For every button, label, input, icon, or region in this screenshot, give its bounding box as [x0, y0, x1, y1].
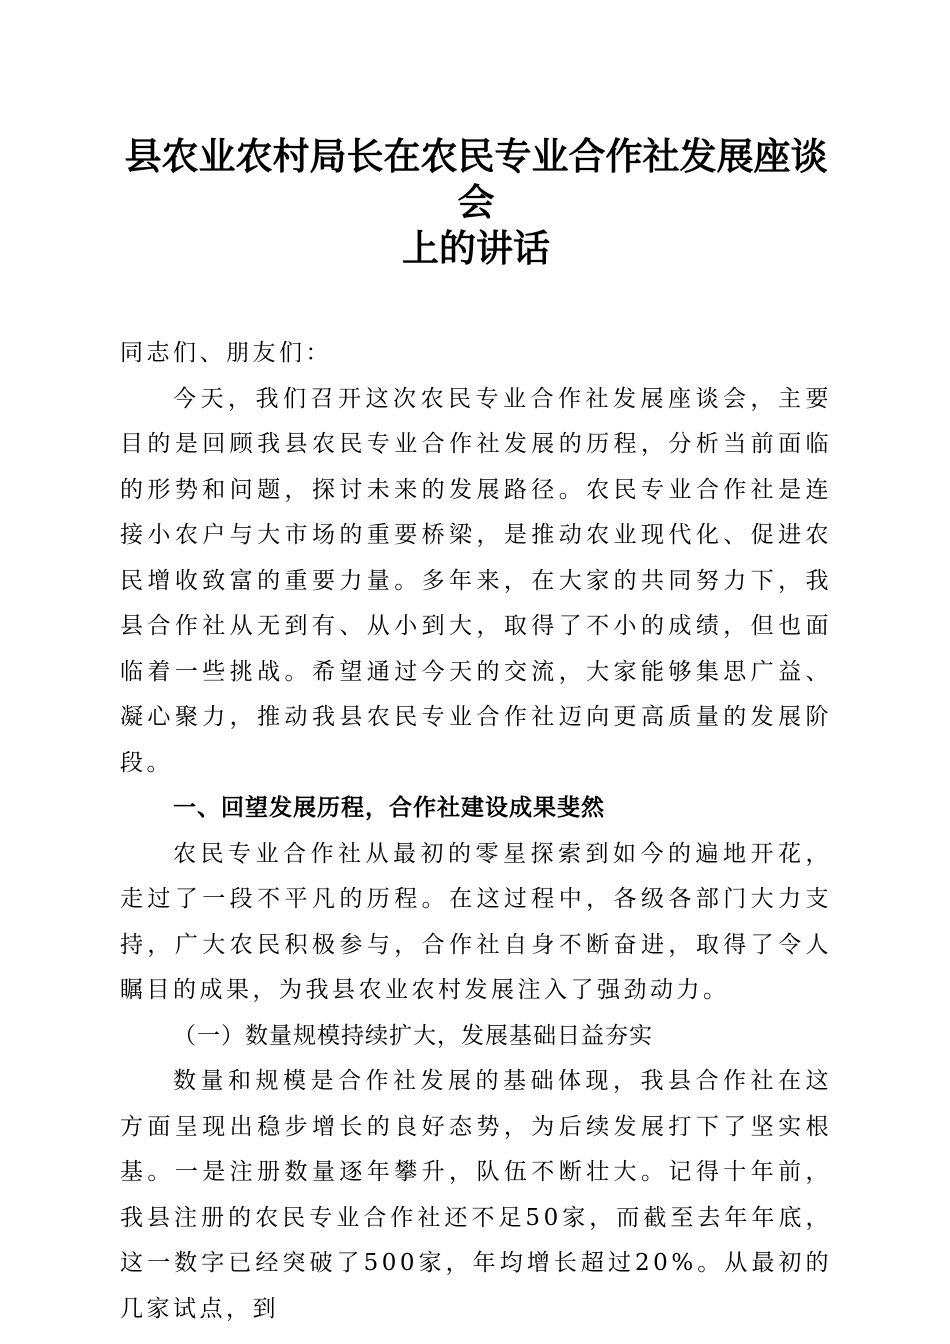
section-heading-1: 一、回望发展历程，合作社建设成果斐然 — [173, 795, 605, 821]
document-title — [120, 133, 832, 271]
title-line-1: 县农业农村局长在农民专业合作社发展座谈会 — [124, 134, 828, 224]
salutation: 同志们、朋友们： — [120, 340, 332, 366]
title-line-2: 上的讲话 — [402, 226, 550, 270]
subsection-heading-1: （一）数量规模持续扩大，发展基础日益夯实 — [173, 1022, 653, 1049]
document-body — [120, 331, 832, 1332]
paragraph-scale: 数量和规模是合作社发展的基础体现，我县合作社在这方面呈现出稳步增长的良好态势，为后续发展打下了坚实根基。一是注册数量逐年攀升，队伍不断壮大。记得十年前，我县注册的农民专业合作社还不足50家，而截至去年年底，这一数字已经突破了500家，年均增长超过20%。从最初的几家试点，到 — [120, 1068, 832, 1322]
document-page — [120, 133, 832, 1332]
paragraph-history: 农民专业合作社从最初的零星探索到如今的遍地开花，走过了一段不平凡的历程。在这过程中，各级各部门大力支持，广大农民积极参与，合作社自身不断奋进，取得了令人瞩目的成果，为我县农业农村发展注入了强劲动力。 — [120, 840, 832, 1003]
paragraph-intro: 今天，我们召开这次农民专业合作社发展座谈会，主要目的是回顾我县农民专业合作社发展的历程，分析当前面临的形势和问题，探讨未来的发展路径。农民专业合作社是连接小农户与大市场的重要桥梁，是推动农业现代化、促进农民增收致富的重要力量。多年来，在大家的共同努力下，我县合作社从无到有、从小到大，取得了不小的成绩，但也面临着一些挑战。希望通过今天的交流，大家能够集思广益、凝心聚力，推动我县农民专业合作社迈向更高质量的发展阶段。 — [120, 385, 832, 776]
